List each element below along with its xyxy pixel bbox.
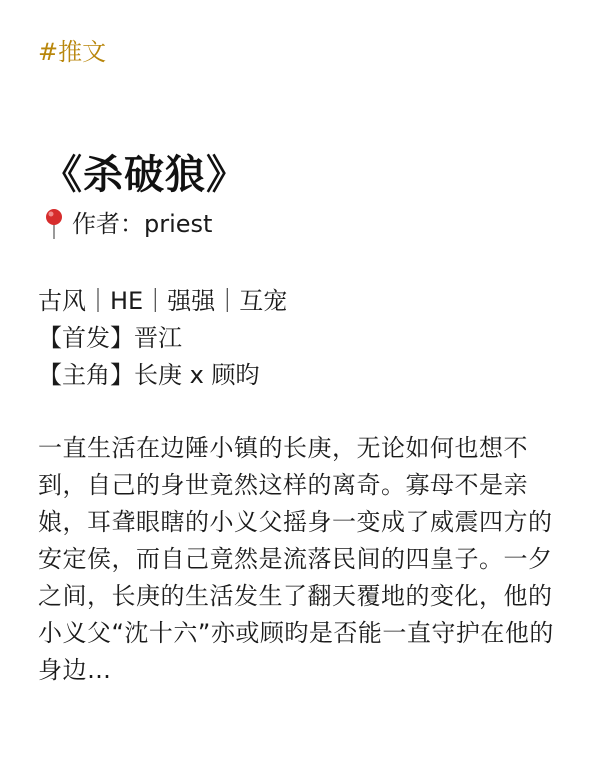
author-line xyxy=(42,204,212,244)
hashtag-tag[interactable]: #推文 xyxy=(38,38,107,66)
synopsis-paragraph: 一直生活在边陲小镇的长庚，无论如何也想不到，自己的身世竟然这样的离奇。寡母不是亲娘，耳聋眼瞎的小义父摇身一变成了威震四方的安定侯，而自己竟然是流落民间的四皇子。一夕之间，长庚的生活发生了翻天覆地的变化，他的小义父“沈十六”亦或顾昀是否能一直守护在他的身边… xyxy=(38,434,554,684)
book-title: 《杀破狼》 xyxy=(42,152,247,198)
pin-icon xyxy=(42,207,66,241)
author-name: priest xyxy=(144,210,213,238)
protagonists-line: 【主角】长庚 x 顾昀 xyxy=(38,361,260,389)
first-published-line: 【首发】晋江 xyxy=(38,324,182,352)
book-meta xyxy=(38,283,287,394)
author-label: 作者： xyxy=(72,210,144,238)
tags-line: 古风｜HE｜强强｜互宠 xyxy=(38,287,288,315)
